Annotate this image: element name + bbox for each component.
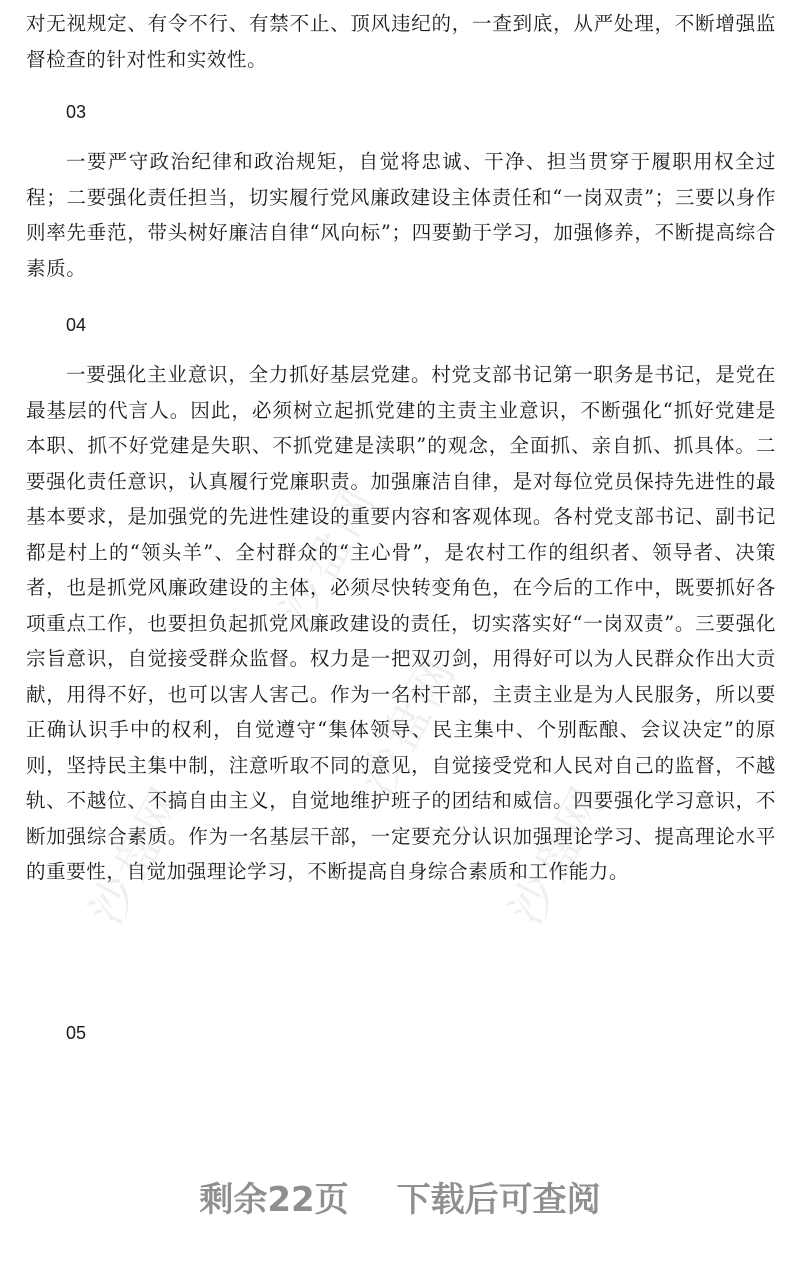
section-04-block (26, 357, 776, 890)
watermark: 沙盘网 (348, 645, 467, 804)
section-number-05: 05 (66, 1023, 87, 1043)
section-number-03: 03 (66, 102, 87, 122)
section-04-paragraph: 一要强化主业意识，全力抓好基层党建。村党支部书记第一职务是书记，是党在最基层的代言人。因此，必须树立起抓党建的主责主业意识，不断强化“抓好党建是本职、抓不好党建是失职、不抓党建是渎职”的观念，全面抓、亲自抓、抓具体。二要强化责任意识，认真履行党廉职责。加强廉洁自律，是对每位党员保持先进性的最基本要求，是加强党的先进性建设的重要内容和客观体现。各村党支部书记、副书记都是村上的“领头羊”、全村群众的“主心骨”，是农村工作的组织者、领导者、决策者，也是抓党风廉政建设的主体，必须尽快转变角色，在今后的工作中，既要抓好各项重点工作，也要担负起抓党风廉政建设的责任，切实落实好“一岗双责”。三要强化宗旨意识，自觉接受群众监督。权力是一把双刃剑，用得好可以为人民群众作出大贡献，用得不好，也可以害人害己。作为一名村干部，主责主业是为人民服务，所以要正确认识手中的权利，自觉遵守“集体领导、民主集中、个别酝酿、会议决定”的原则，坚持民主集中制，注意听取不同的意见，自觉接受党和人民对自己的监督，不越轨、不越位、不搞自由主义，自觉地维护班子的团结和威信。四要强化学习意识，不断加强综合素质。作为一名基层干部，一定要充分认识加强理论学习、提高理论水平的重要性，自觉加强理论学习，不断提高自身综合素质和工作能力。 (26, 363, 776, 883)
section-number-04: 04 (66, 315, 87, 335)
download-prompt-label[interactable]: 下载后可查阅 (396, 1180, 601, 1220)
watermark: 沙盘网 (498, 775, 617, 934)
download-banner[interactable] (0, 1172, 800, 1221)
section-03-block (26, 144, 776, 286)
remaining-pages-label: 剩余22页 (199, 1180, 349, 1220)
watermark: 沙盘网 (78, 775, 197, 934)
section-03-paragraph: 一要严守政治纪律和政治规矩，自觉将忠诚、干净、担当贯穿于履职用权全过程；二要强化责任担当，切实履行党风廉政建设主体责任和“一岗双责”；三要以身作则率先垂范，带头树好廉洁自律“风向标”；四要勤于学习，加强修养，不断提高综合素质。 (26, 150, 776, 280)
intro-paragraph: 对无视规定、有令不行、有禁不止、顶风违纪的，一查到底，从严处理，不断增强监督检查的针对性和实效性。 (26, 12, 776, 71)
watermark: 沙盘网 (268, 475, 387, 634)
intro-paragraph-block (26, 6, 776, 77)
